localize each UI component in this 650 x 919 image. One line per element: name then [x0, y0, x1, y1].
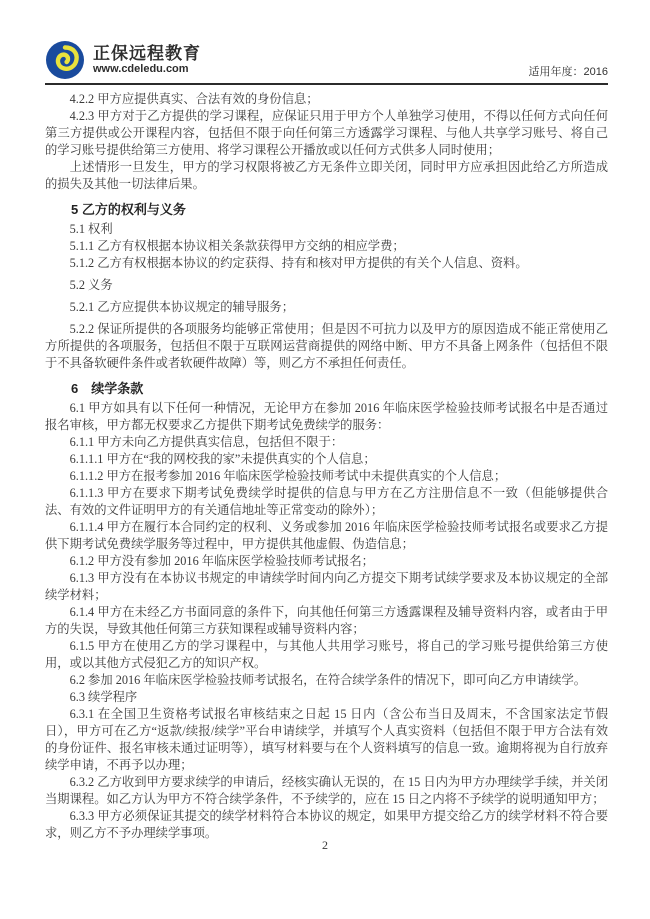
section-heading: 5 乙方的权利与义务 — [71, 202, 186, 217]
paragraph: 5.2.2 保证所提供的各项服务均能够正常使用；但是因不可抗力以及甲方的原因造成不能正常使用乙方所提供的各项服务，包括但不限于互联网运营商提供的网络中断、甲方不具备上网条件（包括但不限于不具备软硬件条件或者软硬件故障）等，则乙方不承担任何责任。 — [45, 322, 608, 370]
paragraph: 4.2.2 甲方应提供真实、合法有效的身份信息； — [69, 92, 319, 106]
paragraph: 6.1.5 甲方在使用乙方的学习课程中，与其他人共用学习账号，将自己的学习账号提供给第三方使用，或以其他方式侵犯乙方的知识产权。 — [45, 639, 608, 670]
paragraph: 6.1.1.4 甲方在履行本合同约定的权利、义务或参加 2016 年临床医学检验技师考试报名或要求乙方提供下期考试免费续学服务等过程中，甲方提供其他虚假、伪造信息； — [45, 520, 608, 551]
paragraph: 5.1.1 乙方有权根据本协议相关条款获得甲方交纳的相应学费； — [69, 239, 405, 253]
page-number: 2 — [322, 838, 328, 852]
paragraph: 6.3.3 甲方必须保证其提交的续学材料符合本协议的规定，如果甲方提交给乙方的续学材料不符合要求，则乙方不予办理续学事项。 — [45, 809, 608, 840]
brand-text — [93, 44, 201, 76]
paragraph: 5.1 权利 — [69, 222, 113, 236]
paragraph: 6.3.2 乙方收到甲方要求续学的申请后，经核实确认无误的，在 15 日内为甲方办理续学手续，并关闭当期课程。如乙方认为甲方不符合续学条件，不予续学的，应在 15 日之内将不予续学的说明通知甲方； — [45, 775, 608, 806]
paragraph: 6.1.2 甲方没有参加 2016 年临床医学检验技师考试报名； — [69, 554, 374, 568]
paragraph: 6.3 续学程序 — [69, 690, 138, 704]
brand-name: 正保远程教育 — [93, 44, 201, 63]
paragraph: 6.3.1 在全国卫生资格考试报名审核结束之日起 15 日内（含公布当日及周末，不含国家法定节假日），甲方可在乙方“返款/续报/续学”平台申请续学，并填写个人真实资料（包括但不限于甲方合法有效的身份证件、报名审核未通过证明等），填写材料要与在个人资料填写的信息一致。逾期将视为自行放弃续学申请，不再予以办理； — [45, 707, 608, 772]
page-header — [45, 0, 608, 85]
brand-website: www.cdeledu.com — [93, 63, 189, 75]
paragraph: 上述情形一旦发生，甲方的学习权限将被乙方无条件立即关闭，同时甲方应承担因此给乙方所造成的损失及其他一切法律后果。 — [45, 160, 608, 191]
paragraph: 6.1.3 甲方没有在本协议书规定的申请续学时间内向乙方提交下期考试续学要求及本协议规定的全部续学材料； — [45, 571, 608, 602]
paragraph: 4.2.3 甲方对于乙方提供的学习课程，应保证只用于甲方个人单独学习使用，不得以任何方式向任何第三方提供或公开课程内容，包括但不限于向任何第三方透露学习课程、与他人共享学习账号、将自己的学习账号提供给第三方使用、将学习课程公开播放或以任何方式供多人同时使用； — [45, 109, 608, 157]
paragraph: 6.1.4 甲方在未经乙方书面同意的条件下，向其他任何第三方透露课程及辅导资料内容，或者由于甲方的失误，导致其他任何第三方获知课程或辅导资料内容； — [45, 605, 608, 636]
paragraph: 6.1.1.1 甲方在“我的网校我的家”未提供真实的个人信息； — [69, 452, 376, 466]
brand-block — [45, 40, 201, 80]
paragraph: 5.2.1 乙方应提供本协议规定的辅导服务； — [69, 300, 295, 314]
paragraph: 5.2 义务 — [69, 278, 113, 292]
paragraph: 6.1 甲方如具有以下任何一种情况，无论甲方在参加 2016 年临床医学检验技师考试报名中是否通过报名审核，甲方都无权要求乙方提供下期考试免费续学的服务： — [45, 401, 608, 432]
paragraph: 6.1.1 甲方未向乙方提供真实信息，包括但不限于： — [69, 435, 344, 449]
paragraph: 6.1.1.2 甲方在报考参加 2016 年临床医学检验技师考试中未提供真实的个人信息； — [69, 469, 507, 483]
paragraph: 5.1.2 乙方有权根据本协议的约定获得、持有和核对甲方提供的有关个人信息、资料。 — [69, 256, 528, 270]
applicable-year-note: 适用年度：2016 — [528, 66, 608, 78]
paragraph: 6.2 参加 2016 年临床医学检验技师考试报名，在符合续学条件的情况下，即可向乙方申请续学。 — [69, 673, 587, 687]
paragraph: 6.1.1.3 甲方在要求下期考试免费续学时提供的信息与甲方在乙方注册信息不一致（但能够提供合法、有效的文件证明甲方的有关通信地址等正常变动的除外）； — [45, 486, 608, 517]
brand-logo-icon — [45, 40, 85, 80]
section-heading: 6 续学条款 — [71, 381, 144, 396]
document-body — [45, 91, 608, 842]
